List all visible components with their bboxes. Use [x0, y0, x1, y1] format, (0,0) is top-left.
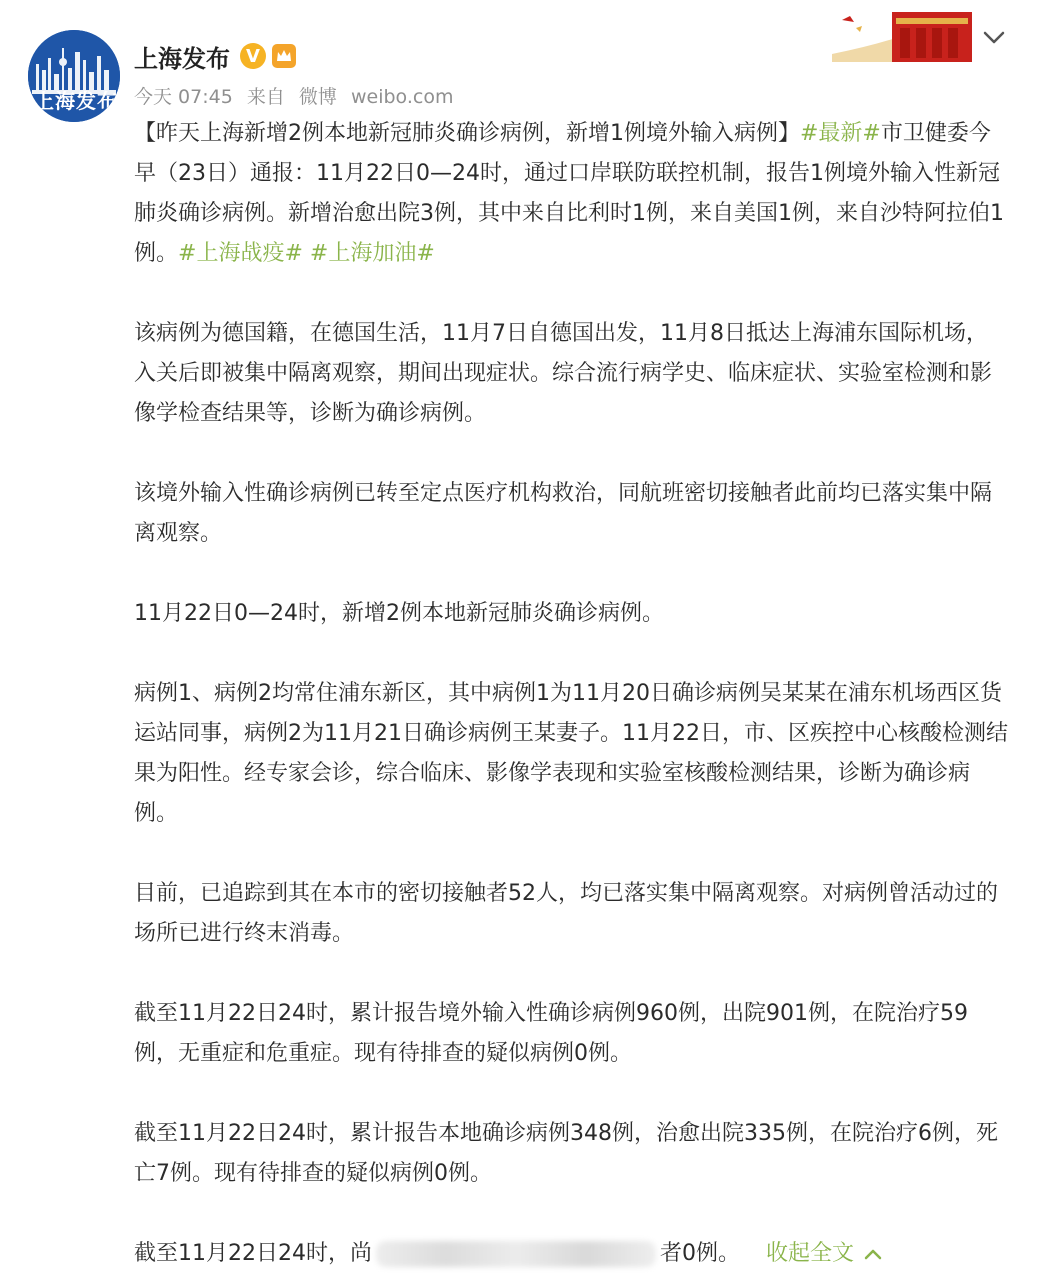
source-app[interactable]: 微博 [298, 86, 337, 108]
post-headline: 【昨天上海新增2例本地新冠肺炎确诊病例，新增1例境外输入病例】 [134, 121, 800, 146]
last-paragraph [134, 1234, 1008, 1274]
paragraph: 目前，已追踪到其在本市的密切接触者52人，均已落实集中隔离观察。对病例曾活动过的场所已进行终末消毒。 [134, 881, 998, 946]
account-header [134, 36, 296, 76]
blurred-text [376, 1241, 656, 1267]
post-time[interactable]: 今天 07:45 [134, 86, 233, 108]
source-site: weibo.com [350, 86, 454, 108]
collapse-full-text-link[interactable] [766, 1241, 882, 1266]
chevron-down-icon[interactable] [976, 20, 1012, 56]
avatar[interactable] [28, 30, 120, 122]
paragraph: 截至11月22日24时，累计报告境外输入性确诊病例960例，出院901例，在院治疗59例，无重症和危重症。现有待排查的疑似病例0例。 [134, 1001, 968, 1066]
verified-mark: V [246, 45, 260, 67]
paragraph: 截至11月22日24时，累计报告本地确诊病例348例，治愈出院335例，在院治疗6例，死亡7例。现有待排查的疑似病例0例。 [134, 1121, 998, 1186]
account-name[interactable]: 上海发布 [134, 44, 230, 73]
paragraph: 病例1、病例2均常住浦东新区，其中病例1为11月20日确诊病例吴某某在浦东机场西区货运站同事，病例2为11月21日确诊病例王某妻子。11月22日，市、区疾控中心核酸检测结果为阳性。经专家会诊，综合临床、影像学表现和实验室核酸检测结果，诊断为确诊病例。 [134, 681, 1008, 826]
member-icon[interactable] [272, 44, 296, 68]
post-meta [134, 82, 461, 109]
source-prefix: 来自 [246, 86, 285, 108]
topic-shanghai-fight[interactable]: #上海战疫# [178, 241, 303, 266]
post-intro: 市卫健委今早（23日）通报：11月22日0—24时，通过口岸联防联控机制，报告1例境外输入性新冠肺炎确诊病例。新增治愈出院3例，其中来自比利时1例，来自美国1例，来自沙特阿拉伯1例。 [134, 121, 1004, 266]
last-line-start: 截至11月22日24时，尚 [134, 1241, 372, 1266]
chevron-up-icon [864, 1248, 882, 1260]
verified-icon [240, 43, 266, 69]
post-body [134, 114, 1008, 1274]
topic-latest[interactable]: #最新# [800, 121, 881, 146]
topic-shanghai-jiayou[interactable]: #上海加油# [309, 241, 435, 266]
paragraph: 该境外输入性确诊病例已转至定点医疗机构救治，同航班密切接触者此前均已落实集中隔离观察。 [134, 481, 993, 546]
last-line-end: 者0例。 [659, 1241, 740, 1266]
post-lead [134, 114, 1008, 274]
card-decoration-image [832, 6, 972, 62]
paragraph: 该病例为德国籍，在德国生活，11月7日自德国出发，11月8日抵达上海浦东国际机场，入关后即被集中隔离观察，期间出现症状。综合流行病学史、临床症状、实验室检测和影像学检查结果等，诊断为确诊病例。 [134, 321, 993, 426]
avatar-label: 上海发布 [34, 89, 118, 113]
collapse-label: 收起全文 [765, 1241, 854, 1266]
paragraph: 11月22日0—24时，新增2例本地新冠肺炎确诊病例。 [134, 601, 664, 626]
